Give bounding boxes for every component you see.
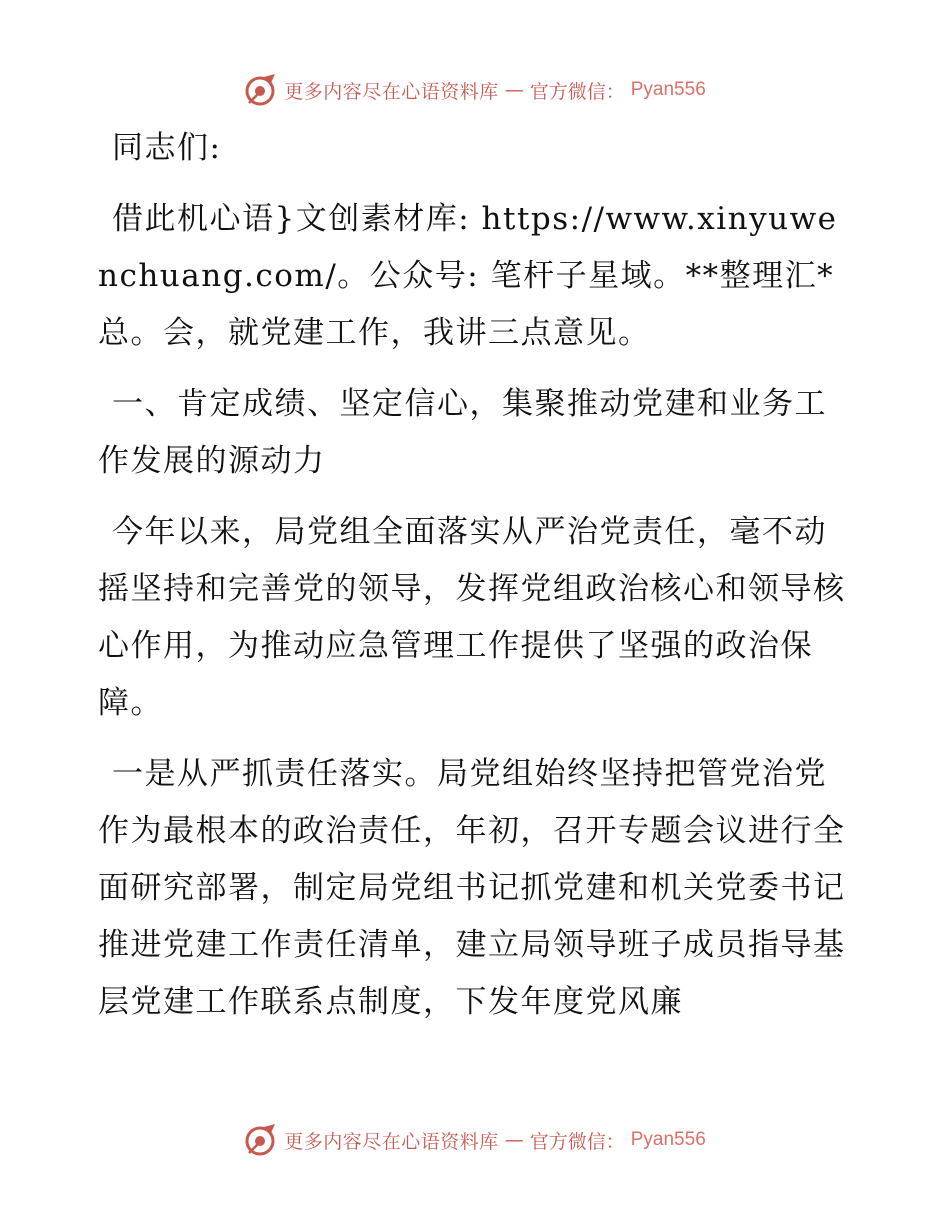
pen-logo-icon [244,1123,278,1157]
watermark-id: Pyan556 [630,79,706,100]
section-heading-1: 一、肯定成绩、坚定信心，集聚推动党建和业务工作发展的源动力 [98,386,827,479]
watermark-main-text: 更多内容尽在心语资料库 [284,1130,499,1153]
watermark-id: Pyan556 [630,1129,706,1150]
watermark-main-text: 更多内容尽在心语资料库 [284,80,499,103]
watermark-sub-text: 官方微信： [529,80,625,103]
paragraph-overview: 今年以来，局党组全面落实从严治党责任，毫不动摇坚持和完善党的领导，发挥党组政治核心和领导核心作用，为推动应急管理工作提供了坚强的政治保障。 [98,514,846,721]
watermark-dash: — [504,79,524,101]
paragraph-point-1: 一是从严抓责任落实。局党组始终坚持把管党治党作为最根本的政治责任，年初，召开专题会议进行全面研究部署，制定局党组书记抓党建和机关党委书记推进党建工作责任清单，建立局领导班子成员指导基层党建工作联系点制度，下发年度党风廉 [98,756,846,1020]
pen-logo-icon [244,73,278,107]
document-body [98,120,850,1045]
watermark-sub-text: 官方微信： [529,1130,625,1153]
footer-watermark [0,1120,950,1160]
watermark-dash: — [504,1129,524,1151]
paragraph-intro: 借此机心语}文创素材库: https://www.xinyuwenchuang.com/。公众号: 笔杆子星域。**整理汇*总。会，就党建工作，我讲三点意见。 [98,201,838,351]
header-watermark [0,70,950,110]
paragraph-salutation: 同志们: [112,130,222,166]
